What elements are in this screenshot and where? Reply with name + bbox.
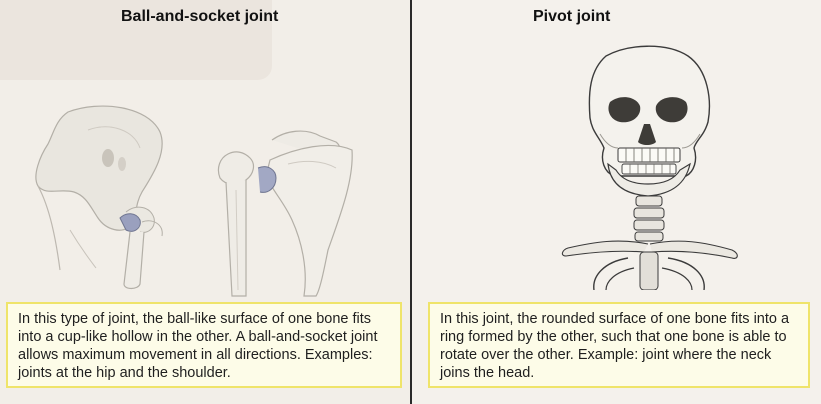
ball-and-socket-heading: Ball-and-socket joint	[121, 8, 279, 25]
ball-and-socket-caption: In this type of joint, the ball-like surface of one bone fits into a cup-like hollow in the other. A ball-and-socket joint allows maximum movement in all directions. Examples: joints at the hip and the shoulder.	[6, 302, 402, 388]
right-panel	[412, 0, 821, 404]
hip-joint-illustration	[30, 100, 200, 295]
shoulder-joint-illustration	[212, 120, 372, 298]
pivot-joint-heading: Pivot joint	[533, 8, 611, 25]
left-panel	[0, 0, 410, 404]
pivot-joint-caption: In this joint, the rounded surface of one bone fits into a ring formed by the other, such that one bone is able to rotate over the other. Example: joint where the neck joins the head.	[428, 302, 810, 388]
skull-neck-illustration	[548, 44, 750, 290]
